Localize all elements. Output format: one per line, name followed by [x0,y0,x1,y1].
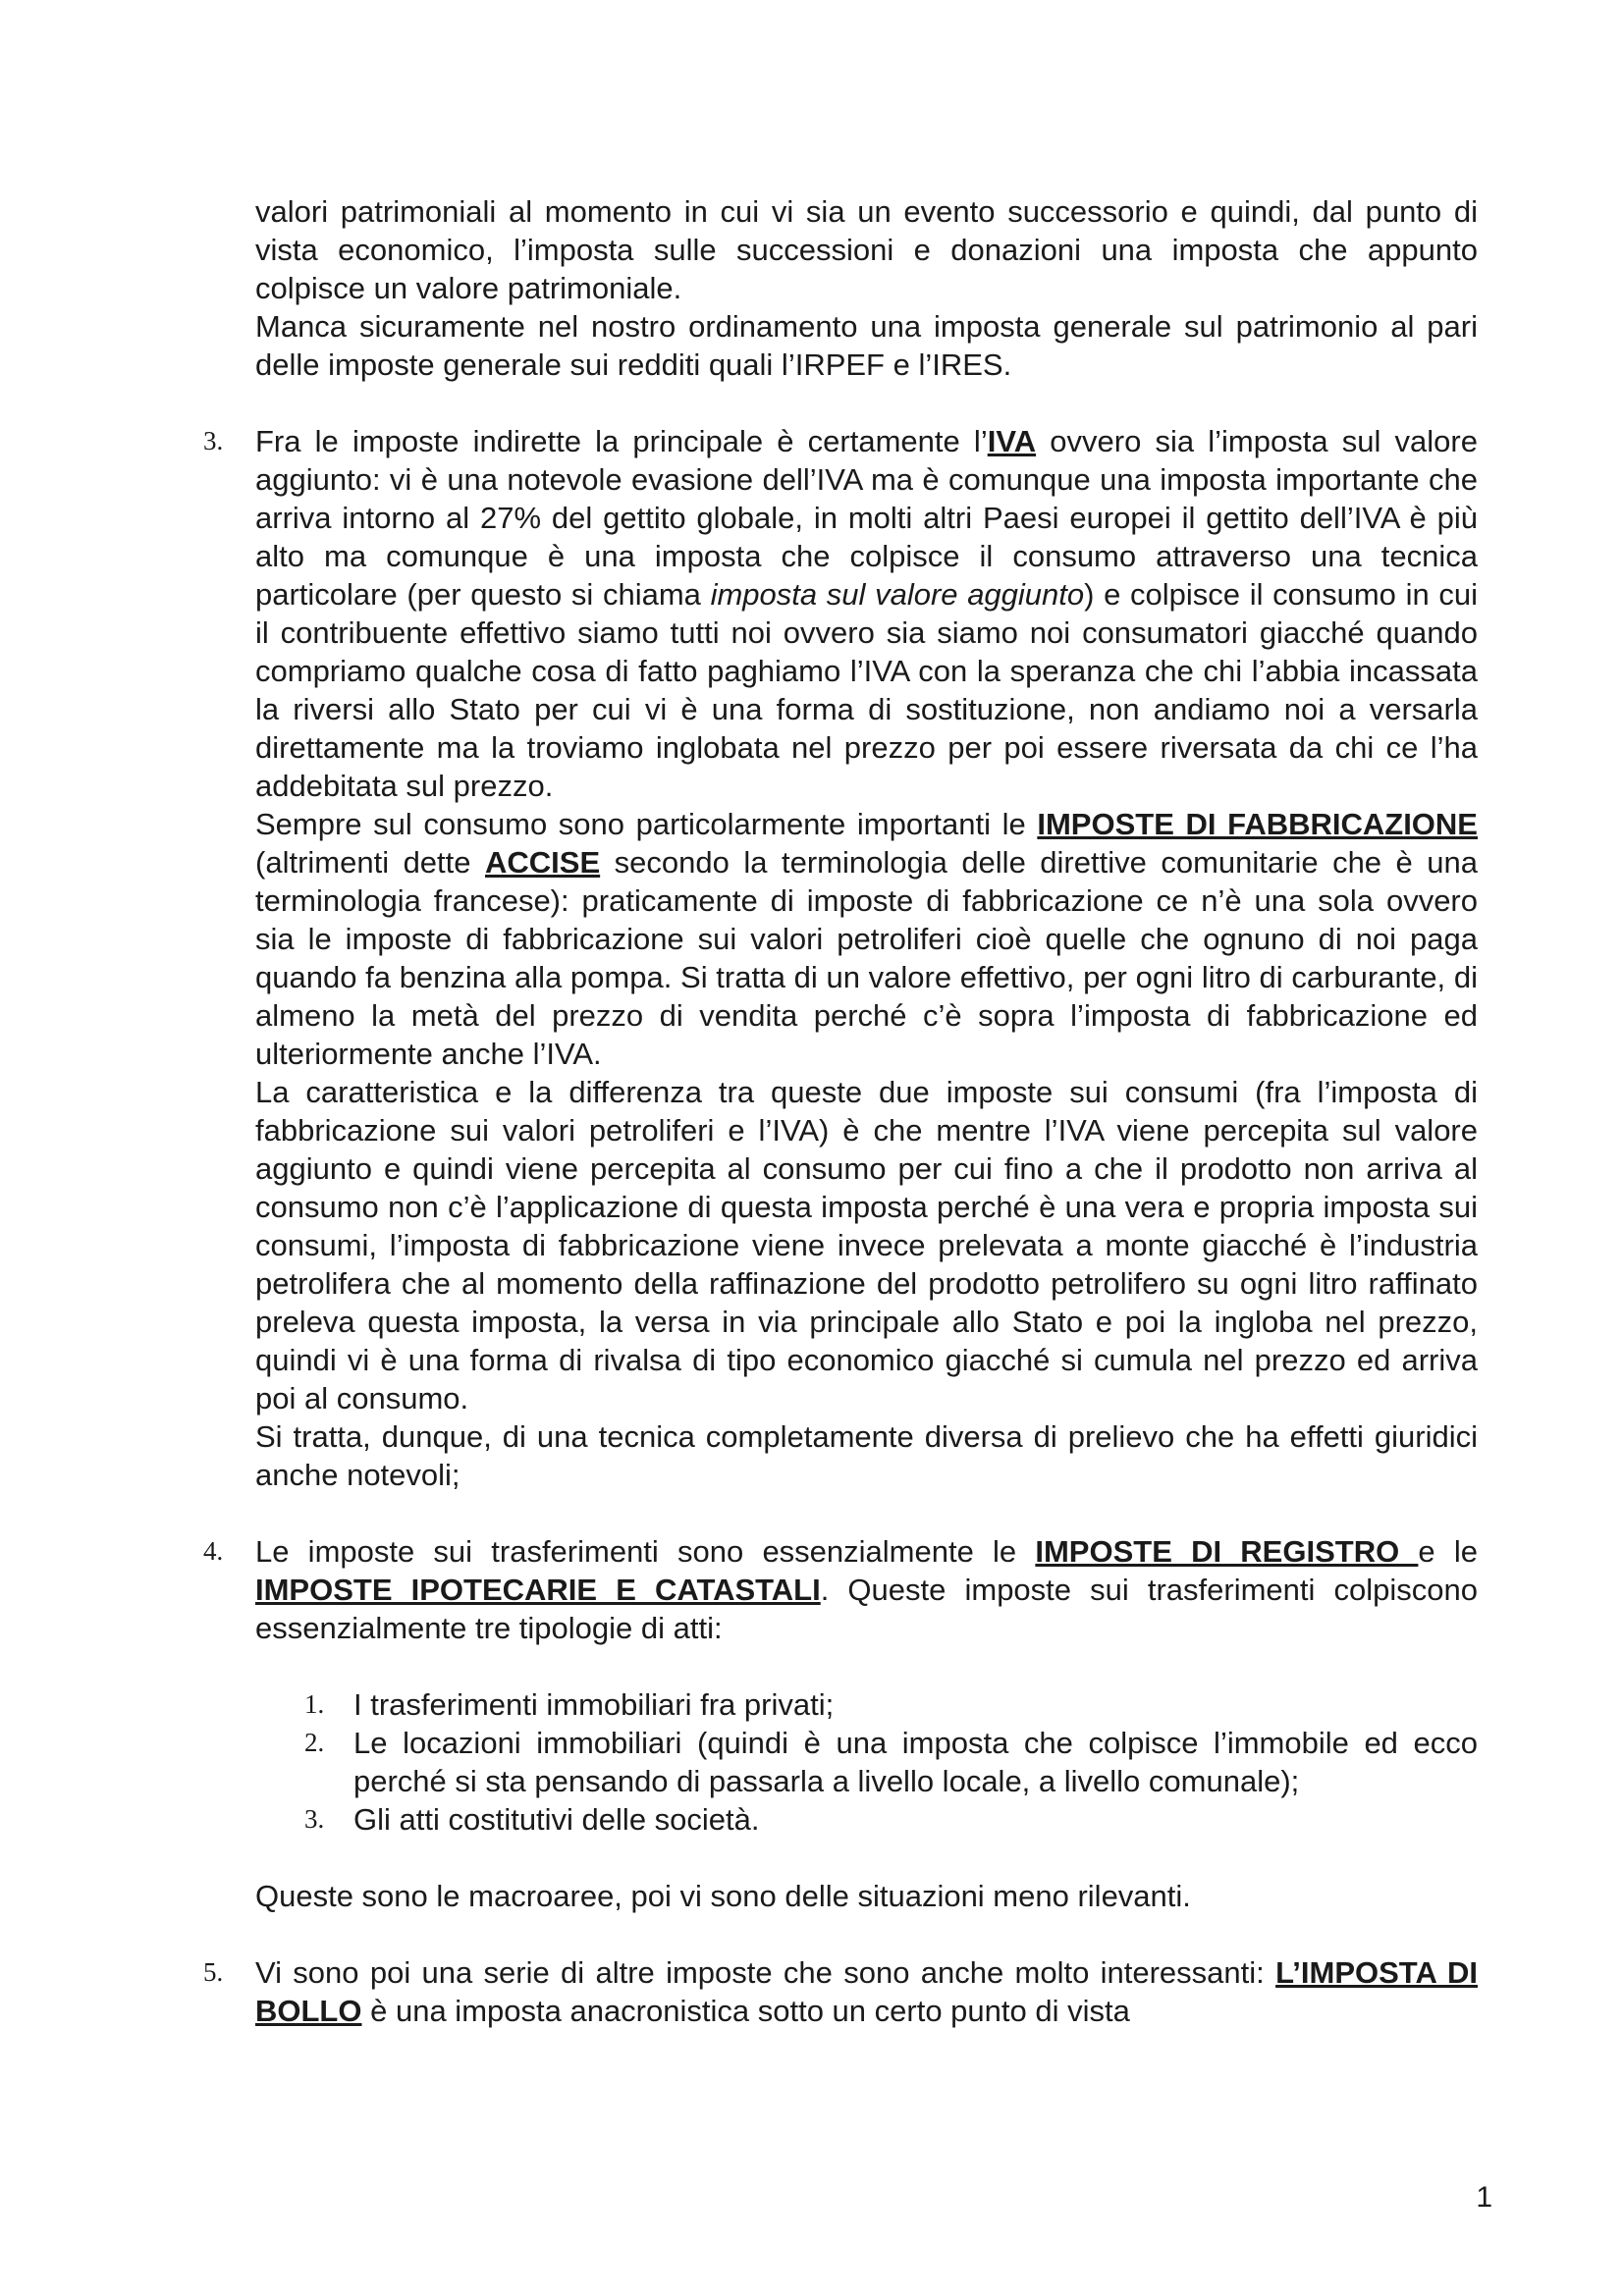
list-number: 3. [203,426,224,455]
section-4-paragraph-1: Le imposte sui trasferimenti sono essenzialmente le IMPOSTE DI REGISTRO e le IMPOSTE IPOTECARIE E CATASTALI. Queste imposte sui trasferimenti colpiscono essenzialmente tre tipologie di atti: [255,1534,1478,1645]
sub-list-item [255,1800,1478,1839]
list-number: 4. [203,1536,224,1566]
sub-list-text: Gli atti costitutivi delle società. [353,1802,760,1837]
sub-list [255,1685,1478,1839]
section-3-paragraph-4: Si tratta, dunque, di una tecnica completamente diversa di prelievo che ha effetti giuridici anche notevoli; [255,1419,1478,1492]
section-3-paragraph-2: Sempre sul consumo sono particolarmente importanti le IMPOSTE DI FABBRICAZIONE (altrimenti dette ACCISE secondo la terminologia delle direttive comunitarie che è una terminologia francese): praticamente di imposte di fabbricazione ce n’è una sola ovvero sia le imposte di fabbricazione sui valori petroliferi cioè quelle che ognuno di noi paga quando fa benzina alla pompa. Si tratta di un valore effettivo, per ogni litro di carburante, di almeno la metà del prezzo di vendita perché c’è sopra l’imposta di fabbricazione ed ulteriormente anche l’IVA. [255,807,1478,1071]
italic-term: imposta sul valore aggiunto [710,577,1085,612]
intro-paragraph-2: Manca sicuramente nel nostro ordinamento una imposta generale sul patrimonio al pari delle imposte generale sui redditi quali l’IRPEF e l’IRES. [255,309,1478,382]
sub-list-item [255,1685,1478,1724]
sub-list-number: 3. [304,1804,325,1834]
section-3-paragraph-3: La caratteristica e la differenza tra queste due imposte sui consumi (fra l’imposta di fabbricazione sui valori petroliferi e l’IVA) è che mentre l’IVA viene percepita sul valore aggiunto e quindi viene percepita al consumo per cui fino a che il prodotto non arriva al consumo non c’è l’applicazione di questa imposta perché è una vera e propria imposta sui consumi, l’imposta di fabbricazione viene invece prelevata a monte giacché è l’industria petrolifera che al momento della raffinazione del prodotto petrolifero su ogni litro raffinato preleva questa imposta, la versa in via principale allo Stato e poi la ingloba nel prezzo, quindi vi è una forma di rivalsa di tipo economico giacché si cumula nel prezzo ed arriva poi al consumo. [255,1075,1478,1415]
list-number: 5. [203,1957,224,1987]
section-5-paragraph-1: Vi sono poi una serie di altre imposte che sono anche molto interessanti: L’IMPOSTA DI BOLLO è una imposta anacronistica sotto un certo punto di vista [255,1955,1478,2028]
sub-list-item [255,1724,1478,1800]
sub-list-number: 2. [304,1728,325,1757]
sub-list-text: Le locazioni immobiliari (quindi è una imposta che colpisce l’immobile ed ecco perché si sta pensando di passarla a livello locale, a livello comunale); [353,1726,1478,1798]
term-imposta-bollo: L’IMPOSTA DI BOLLO [255,1955,1478,2028]
term-iva: IVA [987,424,1037,458]
section-4-closing: Queste sono le macroaree, poi vi sono delle situazioni meno rilevanti. [255,1879,1191,1913]
sub-list-text: I trasferimenti immobiliari fra privati; [353,1687,835,1722]
section-3-paragraph-1: Fra le imposte indirette la principale è certamente l’IVA ovvero sia l’imposta sul valore aggiunto: vi è una notevole evasione dell’IVA ma è comunque una imposta importante che arriva intorno al 27% del gettito globale, in molti altri Paesi europei il gettito dell’IVA è più alto ma comunque è una imposta che colpisce il consumo attraverso una tecnica particolare (per questo si chiama imposta sul valore aggiunto) e colpisce il consumo in cui il contribuente effettivo siamo tutti noi ovvero sia siamo noi consumatori giacché quando compriamo qualche cosa di fatto paghiamo l’IVA con la speranza che chi l’abbia incassata la riversi allo Stato per cui vi è una forma di sostituzione, non andiamo noi a versarla direttamente ma la troviamo inglobata nel prezzo per poi essere riversata da chi ce l’ha addebitata sul prezzo. [255,424,1479,803]
term-imposte-registro: IMPOSTE DI REGISTRO [1035,1534,1419,1569]
term-imposte-ipotecarie-catastali: IMPOSTE IPOTECARIE E CATASTALI [255,1573,821,1607]
sub-list-number: 1. [304,1689,325,1719]
term-accise: ACCISE [485,845,601,880]
list-item-3 [203,422,1479,1494]
list-item-4 [203,1532,1478,1915]
list-item-5 [203,1953,1478,2030]
document-body [203,192,1479,2030]
term-imposte-fabbricazione: IMPOSTE DI FABBRICAZIONE [1037,807,1478,841]
intro-paragraph-1: valori patrimoniali al momento in cui vi sia un evento successorio e quindi, dal punto di vista economico, l’imposta sulle successioni e donazioni una imposta che appunto colpisce un valore patrimoniale. [255,194,1478,305]
page-number: 1 [1476,2181,1492,2214]
